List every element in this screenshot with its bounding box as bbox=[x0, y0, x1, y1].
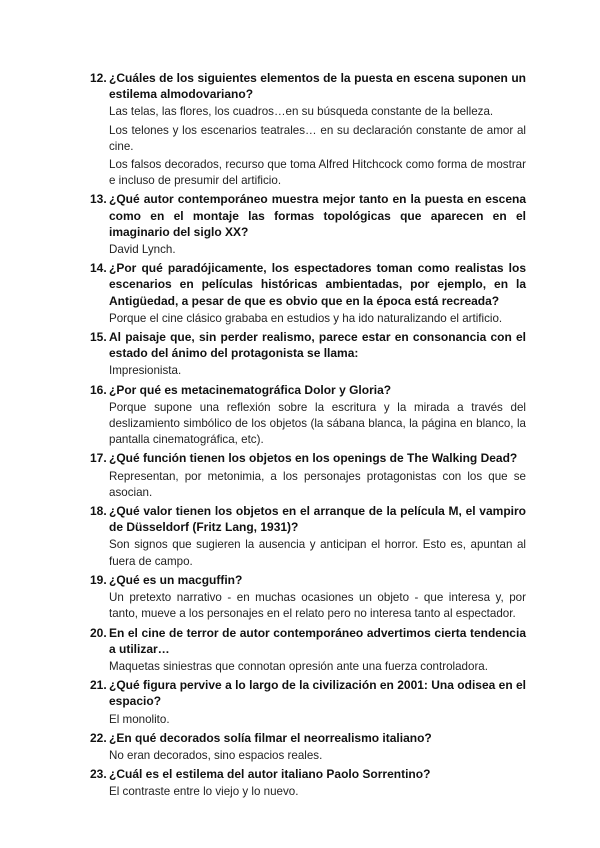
question-item bbox=[90, 677, 526, 730]
question-item bbox=[90, 503, 526, 572]
answer-text: No eran decorados, sino espacios reales. bbox=[109, 748, 323, 762]
answer-text: Maquetas siniestras que connotan opresión ante una fuerza controladora. bbox=[109, 659, 488, 673]
question-text: ¿Qué es un macguffin? bbox=[109, 572, 243, 587]
question-content bbox=[109, 572, 526, 625]
question-text: ¿Qué figura pervive a lo largo de la civilización en 2001: Una odisea en el espacio? bbox=[109, 678, 526, 709]
question-content bbox=[109, 766, 526, 802]
question-text: En el cine de terror de autor contemporáneo advertimos cierta tendencia a utilizar… bbox=[109, 625, 526, 656]
answer-text: Representan, por metonimia, a los personajes protagonistas con los que se asocian. bbox=[109, 469, 526, 499]
answer-text: Porque el cine clásico grababa en estudios y ha ido naturalizando el artificio. bbox=[109, 311, 503, 325]
answer-text: Los telones y los escenarios teatrales… en su declaración constante de amor al cine. bbox=[109, 123, 526, 153]
question-text: ¿Qué valor tienen los objetos en el arranque de la película M, el vampiro de Düsseldorf (Fritz Lang, 1931)? bbox=[109, 504, 526, 535]
question-number: 15. bbox=[90, 330, 107, 345]
question-text: ¿Por qué paradójicamente, los espectadores toman como realistas los escenarios en películas históricas ambientadas, por ejemplo, en la Antigüedad, a pesar de que es obvio que en la época está recreada? bbox=[109, 261, 526, 308]
question-content bbox=[109, 329, 526, 382]
question-text: ¿Por qué es metacinematográfica Dolor y Gloria? bbox=[109, 382, 392, 397]
answer-text: David Lynch. bbox=[109, 243, 176, 257]
question-number: 18. bbox=[90, 504, 107, 519]
answer-text: Son signos que sugieren la ausencia y anticipan el horror. Esto es, apuntan al fuera de campo. bbox=[109, 538, 526, 568]
question-item bbox=[90, 572, 526, 625]
question-text: ¿Qué función tienen los objetos en los openings de The Walking Dead? bbox=[109, 451, 518, 466]
answer-text: Porque supone una reflexión sobre la escritura y la mirada a través del deslizamiento simbólico de los objetos (la sábana blanca, la página en blanco, la pantalla cinematográfica, etc). bbox=[109, 400, 526, 447]
question-content bbox=[109, 191, 526, 260]
answer-text: Impresionista. bbox=[109, 364, 182, 378]
question-content bbox=[109, 730, 526, 766]
question-content bbox=[109, 70, 526, 191]
question-text: ¿Cuál es el estilema del autor italiano Paolo Sorrentino? bbox=[109, 767, 431, 782]
question-text: Al paisaje que, sin perder realismo, parece estar en consonancia con el estado del ánimo del protagonista se llama: bbox=[109, 330, 526, 361]
question-number: 23. bbox=[90, 767, 107, 782]
question-item bbox=[90, 625, 526, 678]
question-item bbox=[90, 191, 526, 260]
question-content bbox=[109, 503, 526, 572]
question-item bbox=[90, 70, 526, 191]
question-item bbox=[90, 766, 526, 802]
question-number: 21. bbox=[90, 678, 107, 693]
question-text: ¿Cuáles de los siguientes elementos de la puesta en escena suponen un estilema almodovariano? bbox=[109, 71, 526, 102]
question-item bbox=[90, 450, 526, 503]
question-number: 17. bbox=[90, 451, 107, 466]
question-number: 16. bbox=[90, 382, 107, 397]
question-content bbox=[109, 382, 526, 451]
answer-text: El contraste entre lo viejo y lo nuevo. bbox=[109, 785, 299, 799]
answer-text: Los falsos decorados, recurso que toma Alfred Hitchcock como forma de mostrar e incluso de presumir del artificio. bbox=[109, 158, 526, 188]
question-number: 12. bbox=[90, 71, 107, 85]
question-list bbox=[90, 70, 526, 803]
answer-text: Un pretexto narrativo - en muchas ocasiones un objeto - que interesa y, por tanto, mueve a los personajes en el relato pero no interesa tanto al espectador. bbox=[109, 591, 526, 621]
question-item bbox=[90, 382, 526, 451]
question-number: 20. bbox=[90, 625, 107, 640]
question-number: 19. bbox=[90, 572, 107, 587]
question-content bbox=[109, 450, 526, 503]
question-item bbox=[90, 260, 526, 329]
question-text: ¿En qué decorados solía filmar el neorrealismo italiano? bbox=[109, 730, 432, 745]
question-content bbox=[109, 677, 526, 730]
answer-text: El monolito. bbox=[109, 712, 170, 726]
question-item bbox=[90, 730, 526, 766]
question-number: 14. bbox=[90, 261, 107, 276]
question-item bbox=[90, 329, 526, 382]
answer-text: Las telas, las flores, los cuadros…en su búsqueda constante de la belleza. bbox=[109, 105, 494, 119]
question-content bbox=[109, 625, 526, 678]
question-number: 22. bbox=[90, 730, 107, 745]
question-text: ¿Qué autor contemporáneo muestra mejor tanto en la puesta en escena como en el montaje las formas topológicas que aparecen en el imaginario del siglo XX? bbox=[109, 192, 526, 239]
question-number: 13. bbox=[90, 192, 107, 207]
question-content bbox=[109, 260, 526, 329]
